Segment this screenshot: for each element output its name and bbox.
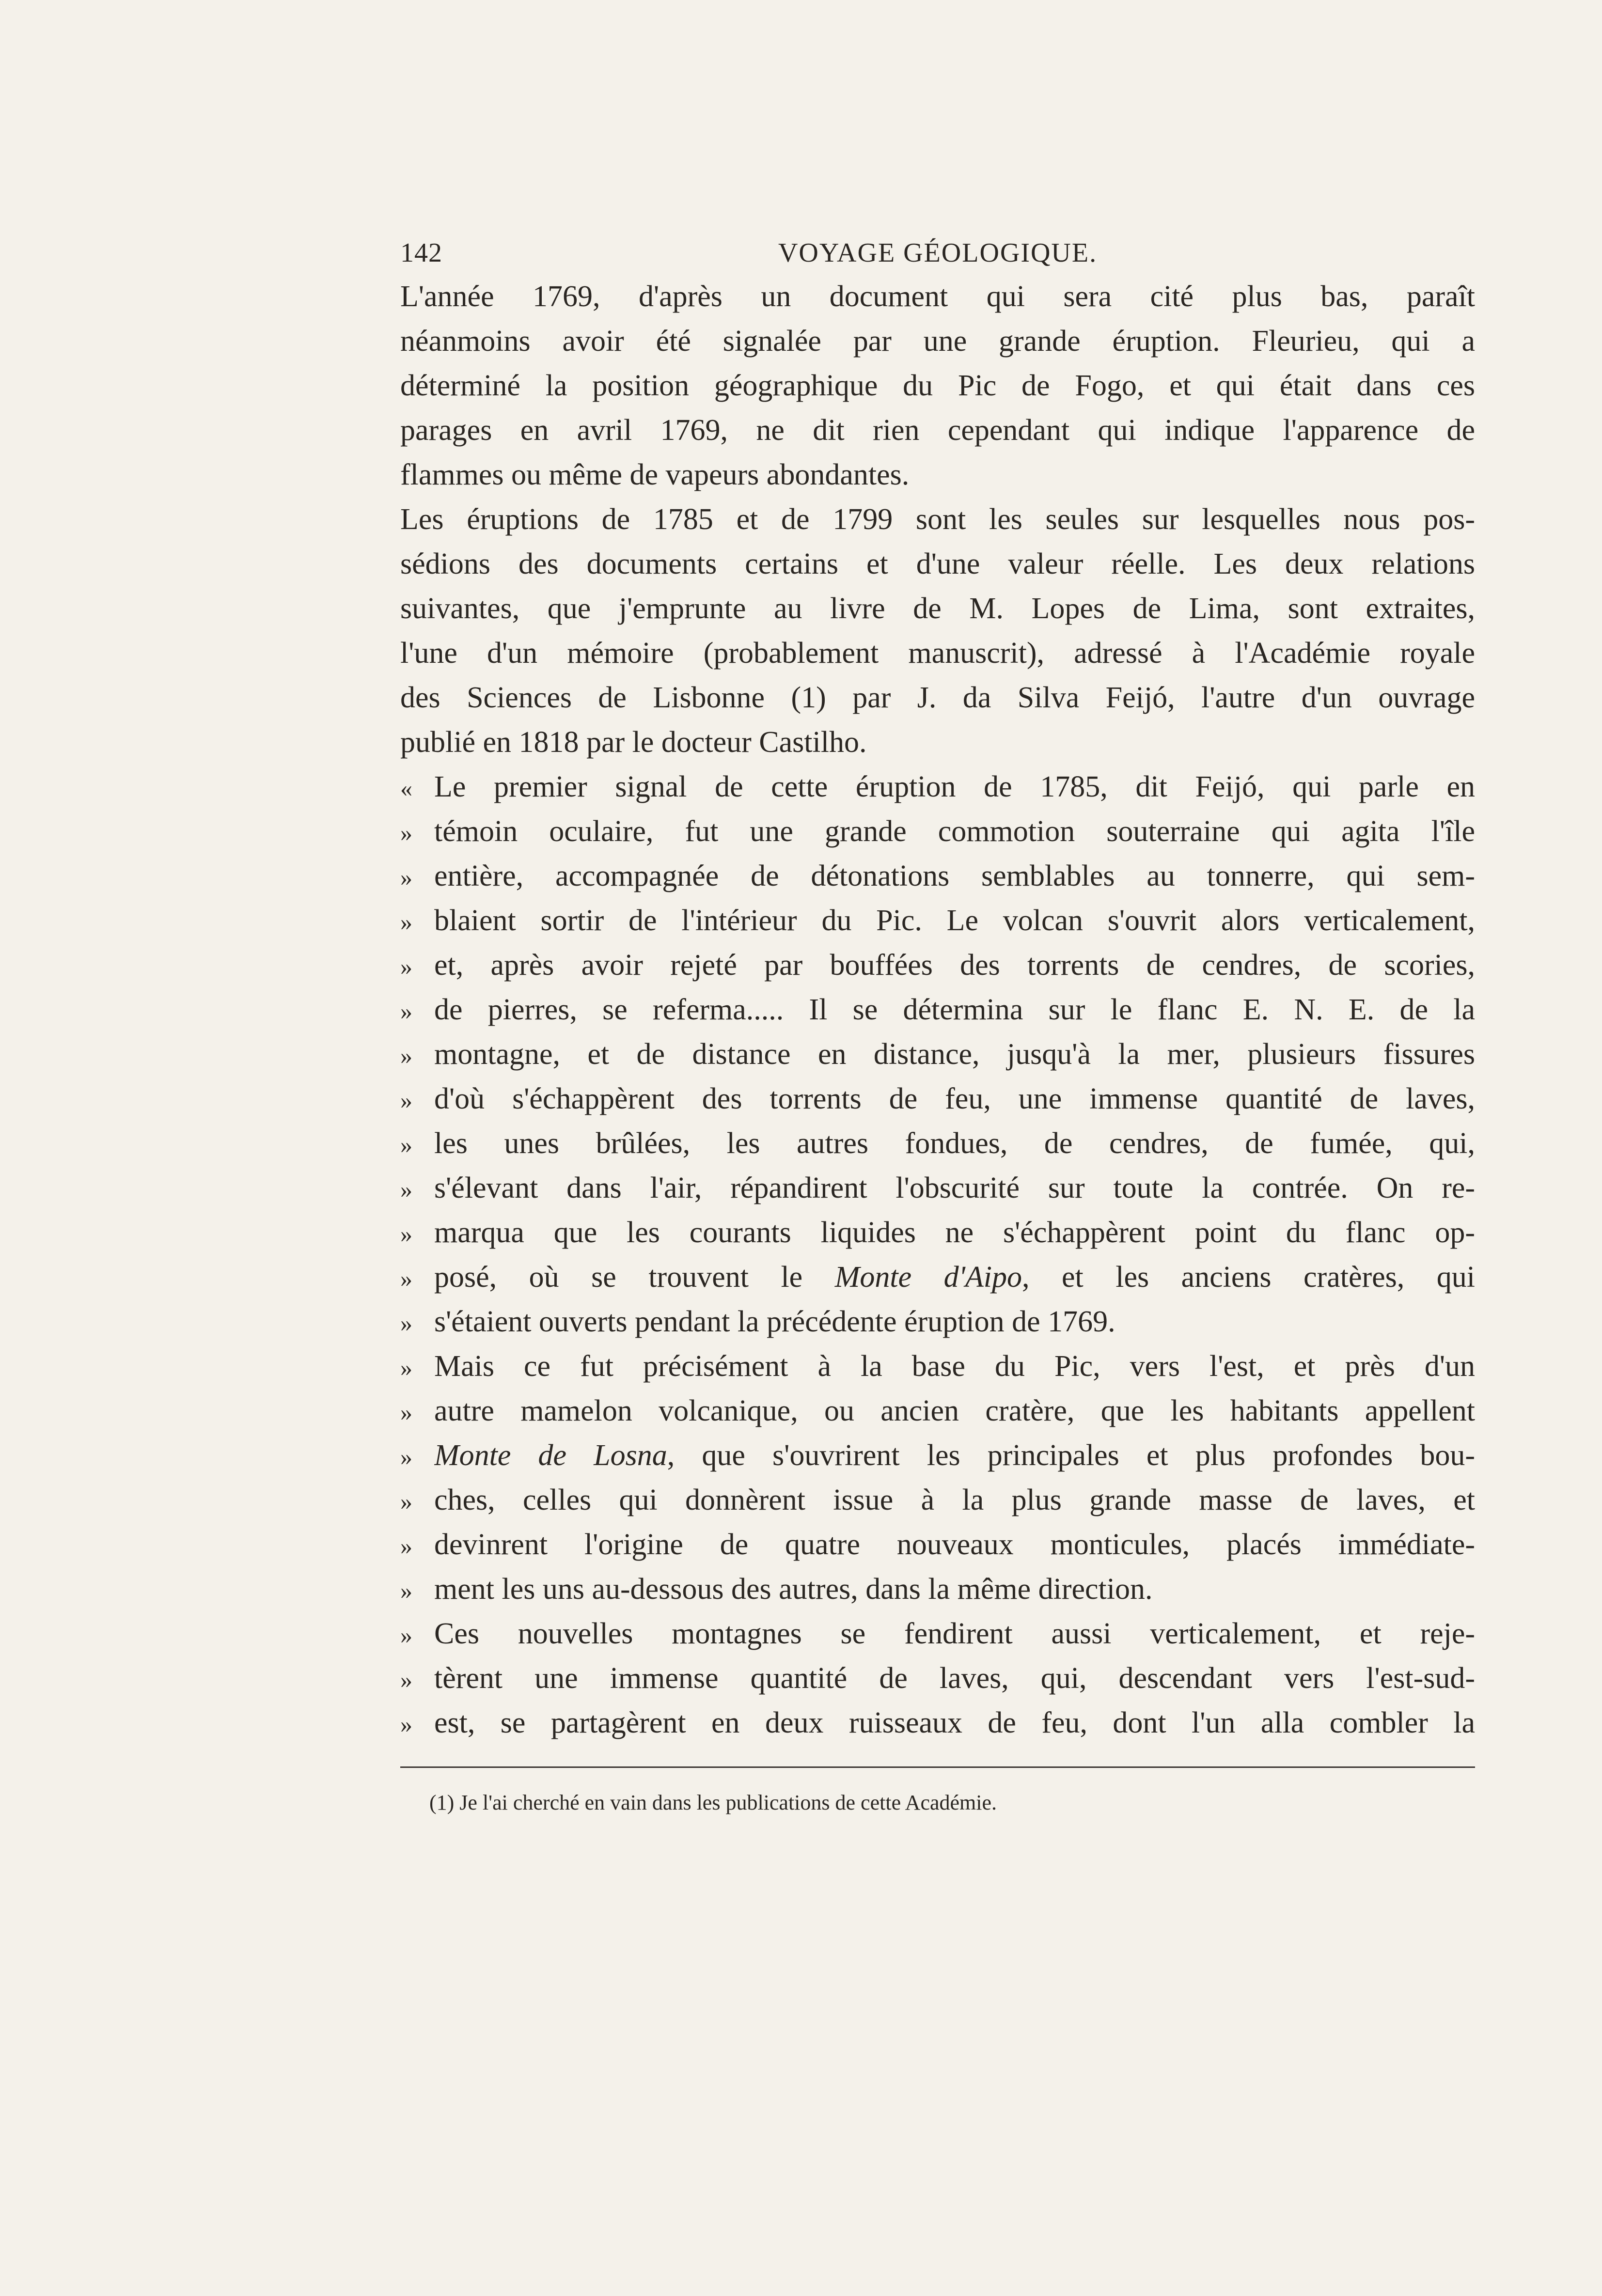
text-line: Mais ce fut précisément à la base du Pic, vers l'est, et près d'un <box>434 1350 1475 1383</box>
text-line: des Sciences de Lisbonne (1) par J. da Silva Feijó, l'autre d'un ouvrage <box>400 681 1475 714</box>
text-line: les unes brûlées, les autres fondues, de cendres, de fumée, qui, <box>434 1127 1475 1160</box>
place-name-italic: Monte d'Aipo <box>834 1261 1022 1294</box>
quote-mark: » <box>400 819 412 846</box>
text-line: s'étaient ouverts pendant la précédente éruption de 1769. <box>434 1305 1115 1338</box>
text-run: , et les anciens cratères, qui <box>1021 1261 1475 1294</box>
quote-mark: » <box>400 1711 412 1738</box>
text-line: blaient sortir de l'intérieur du Pic. Le volcan s'ouvrit alors verticalement, <box>434 904 1475 937</box>
quote-mark: » <box>400 1087 412 1114</box>
text-line: s'élevant dans l'air, répandirent l'obscurité sur toute la contrée. On re- <box>434 1171 1475 1204</box>
text-line: devinrent l'origine de quatre nouveaux monticules, placés immédiate- <box>434 1528 1475 1561</box>
text-line: montagne, et de distance en distance, jusqu'à la mer, plusieurs fissures <box>434 1038 1475 1071</box>
quote-mark: » <box>400 953 412 980</box>
text-line: marqua que les courants liquides ne s'échappèrent point du flanc op- <box>434 1216 1475 1249</box>
text-line: est, se partagèrent en deux ruisseaux de feu, dont l'un alla combler la <box>434 1706 1475 1739</box>
text-line: L'année 1769, d'après un document qui sera cité plus bas, paraît <box>400 280 1475 313</box>
quote-mark: « <box>400 775 412 802</box>
quote-mark: » <box>400 1622 412 1649</box>
quote-mark: » <box>400 1399 412 1426</box>
text-line: néanmoins avoir été signalée par une grande éruption. Fleurieu, qui a <box>400 325 1475 358</box>
footnote-rule <box>400 1766 1475 1768</box>
text-line: publié en 1818 par le docteur Castilho. <box>400 726 867 759</box>
text-line: témoin oculaire, fut une grande commotion souterraine qui agita l'île <box>434 815 1475 848</box>
paragraph-2 <box>400 497 1475 765</box>
paragraph-1 <box>400 274 1475 497</box>
text-line: tèrent une immense quantité de laves, qui, descendant vers l'est-sud- <box>434 1662 1475 1695</box>
text-line: Le premier signal de cette éruption de 1785, dit Feijó, qui parle en <box>434 770 1475 803</box>
text-line: sédions des documents certains et d'une valeur réelle. Les deux relations <box>400 547 1475 580</box>
footnote: (1) Je l'ai cherché en vain dans les publications de cette Académie. <box>429 1791 997 1814</box>
text-line: flammes ou même de vapeurs abondantes. <box>400 458 910 491</box>
text-line <box>434 1255 1475 1299</box>
text-line: suivantes, que j'emprunte au livre de M. Lopes de Lima, sont extraites, <box>400 592 1475 625</box>
quote-mark: » <box>400 998 412 1025</box>
quote-mark: » <box>400 1220 412 1248</box>
quote-mark: » <box>400 1666 412 1693</box>
quote-mark: » <box>400 1176 412 1203</box>
text-line: déterminé la position géographique du Pic de Fogo, et qui était dans ces <box>400 369 1475 402</box>
text-line: parages en avril 1769, ne dit rien cependant qui indique l'apparence de <box>400 414 1475 447</box>
quote-mark: » <box>400 1354 412 1381</box>
quote-paragraph-2 <box>400 1344 1475 1611</box>
text-line: d'où s'échappèrent des torrents de feu, une immense quantité de laves, <box>434 1082 1475 1115</box>
text-line: de pierres, se referma..... Il se détermina sur le flanc E. N. E. de la <box>434 993 1475 1026</box>
quote-paragraph-1 <box>400 765 1475 1344</box>
quote-mark: » <box>400 1265 412 1292</box>
quote-mark: » <box>400 1042 412 1069</box>
text-line: autre mamelon volcanique, ou ancien cratère, que les habitants appellent <box>434 1394 1475 1427</box>
quote-mark: » <box>400 864 412 891</box>
quote-mark: » <box>400 1532 412 1560</box>
text-line: entière, accompagnée de détonations semblables au tonnerre, qui sem- <box>434 859 1475 892</box>
text-line: ment les uns au-dessous des autres, dans la même direction. <box>434 1573 1153 1606</box>
text-line: et, après avoir rejeté par bouffées des torrents de cendres, de scories, <box>434 949 1475 982</box>
text-line: ches, celles qui donnèrent issue à la plus grande masse de laves, et <box>434 1484 1475 1516</box>
page-number: 142 <box>400 238 442 268</box>
running-head <box>400 228 1475 274</box>
page <box>400 228 1475 1815</box>
text-line <box>434 1433 1475 1478</box>
quote-mark: » <box>400 1131 412 1158</box>
quote-mark: » <box>400 1310 412 1337</box>
text-line: l'une d'un mémoire (probablement manuscrit), adressé à l'Académie royale <box>400 637 1475 670</box>
text-run: , que s'ouvrirent les principales et plus profondes bou- <box>667 1439 1475 1472</box>
text-line: Les éruptions de 1785 et de 1799 sont les seules sur lesquelles nous pos- <box>400 503 1475 536</box>
quote-mark: » <box>400 1577 412 1604</box>
text-run: posé, où se trouvent le <box>434 1261 835 1294</box>
quote-paragraph-3 <box>400 1611 1475 1745</box>
text-line: Ces nouvelles montagnes se fendirent aussi verticalement, et reje- <box>434 1617 1475 1650</box>
quote-mark: » <box>400 1488 412 1515</box>
quote-mark: » <box>400 1443 412 1470</box>
place-name-italic: Monte de Losna <box>434 1439 667 1472</box>
running-title: VOYAGE GÉOLOGIQUE. <box>778 238 1098 268</box>
quote-mark: » <box>400 908 412 936</box>
